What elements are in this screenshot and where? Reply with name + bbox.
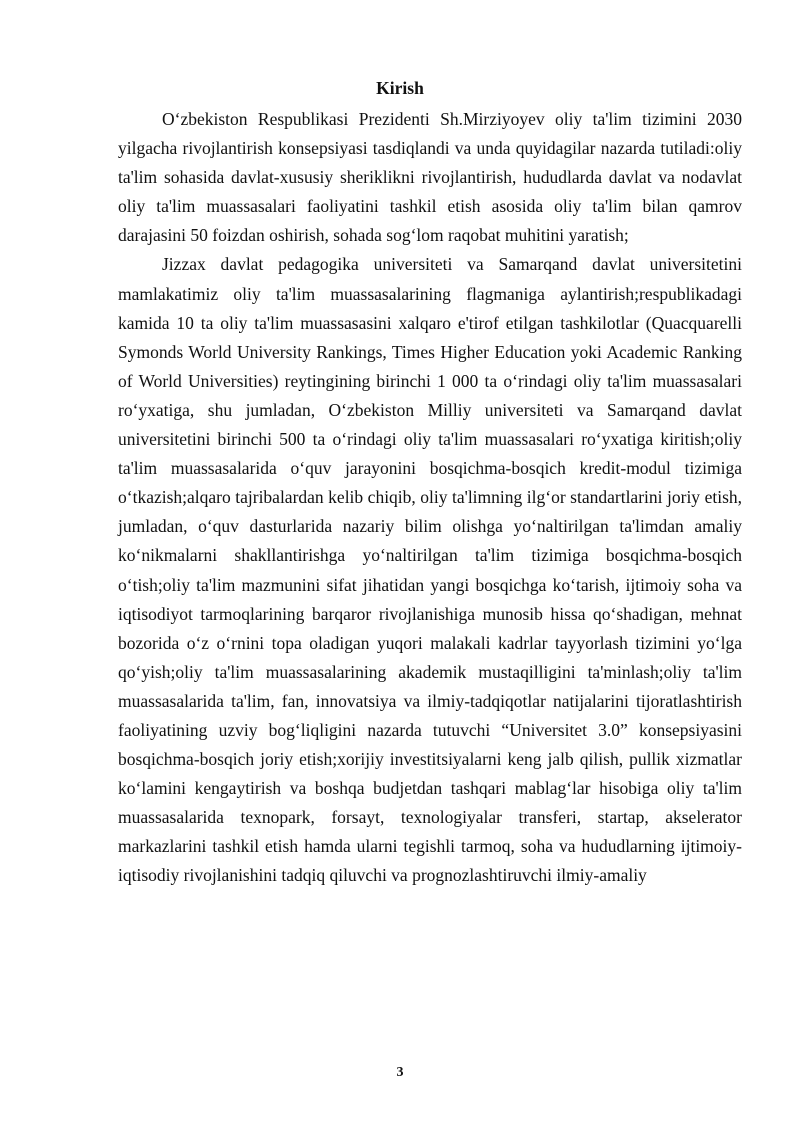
paragraph-universities: Jizzax davlat pedagogika universiteti va Samarqand davlat universitetini mamlakatimiz oliy ta'lim muassasalarining flagmaniga aylantirish;respublikadagi kamida 10 ta oliy ta'lim muassasasini xalqaro e'tirof etilgan tashkilotlar (Quacquarelli Symonds World University Rankings, Times Higher Education yoki Academic Ranking of World Universities) reytingining birinchi 1 000 ta o‘rindagi oliy ta'lim muassasalari ro‘yxatiga, shu jumladan, O‘zbekiston Milliy universiteti va Samarqand davlat universitetini birinchi 500 ta o‘rindagi oliy ta'lim muassasalari ro‘yxatiga kiritish;oliy ta'lim muassasalarida o‘quv jarayonini bosqichma-bosqich kredit-modul tizimiga o‘tkazish;alqaro tajribalardan kelib chiqib, oliy ta'limning ilg‘or standartlarini joriy etish, jumladan, o‘quv dasturlarida nazariy bilim olishga yo‘naltirilgan ta'limdan amaliy ko‘nikmalarni shakllantirishga yo‘naltirilgan ta'lim tizimiga bosqichma-bosqich o‘tish;oliy ta'lim mazmunini sifat jihatidan yangi bosqichga ko‘tarish, ijtimoiy soha va iqtisodiyot tarmoqlarining barqaror rivojlanishiga munosib hissa qo‘shadigan, mehnat bozorida o‘z o‘rnini topa oladigan yuqori malakali kadrlar tayyorlash tizimini yo‘lga qo‘yish;oliy ta'lim muassasalarining akademik mustaqilligini ta'minlash;oliy ta'lim muassasalarida ta'lim, fan, innovatsiya va ilmiy-tadqiqotlar natijalarini tijoratlashtirish faoliyatining uzviy bog‘liqligini nazarda tutuvchi “Universitet 3.0” konsepsiyasini bosqichma-bosqich joriy etish;xorijiy investitsiyalarni keng jalb qilish, pullik xizmatlar ko‘lamini kengaytirish va boshqa budjetdan tashqari mablag‘lar hisobiga oliy ta'lim muassasalarida texnopark, forsayt, texnologiyalar transferi, startap, akselerator markazlarini tashkil etish hamda ularni tegishli tarmoq, soha va hududlarning ijtimoiy-iqtisodiy rivojlanishini tadqiq qiluvchi va prognozlashtiruvchi ilmiy-amaliy [118,254,742,886]
paragraph-intro: O‘zbekiston Respublikasi Prezidenti Sh.Mirziyoyev oliy ta'lim tizimini 2030 yilgacha rivojlantirish konsepsiyasi tasdiqlandi va unda quyidagilar nazarda tutiladi:oliy ta'lim sohasida davlat-xususiy sheriklikni rivojlantirish, hududlarda davlat va nodavlat oliy ta'lim muassasalari faoliyatini tashkil etish asosida oliy ta'lim bilan qamrov darajasini 50 foizdan oshirish, sohada sog‘lom raqobat muhitini yaratish; [118,109,742,246]
document-body [118,105,742,891]
page-number: 3 [396,1065,404,1080]
page-title: Kirish [376,78,424,98]
